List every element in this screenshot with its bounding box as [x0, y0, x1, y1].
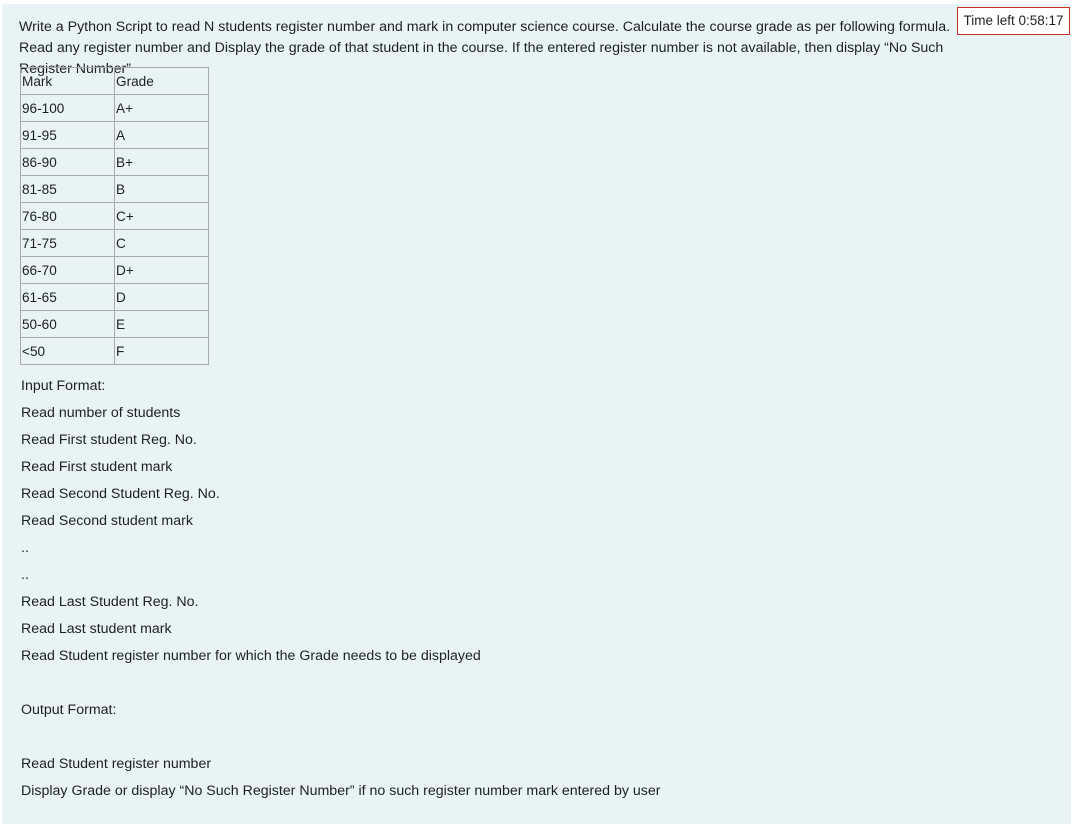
mark-cell: 50-60	[21, 311, 115, 338]
grade-cell: E	[115, 311, 209, 338]
column-header-mark: Mark	[21, 68, 115, 95]
input-line: Read Last student mark	[21, 621, 172, 637]
mark-cell: 86-90	[21, 149, 115, 176]
output-format-heading: Output Format:	[21, 702, 117, 718]
grade-cell: A	[115, 122, 209, 149]
table-row	[21, 311, 209, 338]
input-line: Read First student mark	[21, 459, 173, 475]
mark-cell: 66-70	[21, 257, 115, 284]
grade-cell: B	[115, 176, 209, 203]
table-row	[21, 203, 209, 230]
ellipsis-line: ..	[21, 567, 29, 583]
table-row	[21, 122, 209, 149]
table-row	[21, 149, 209, 176]
output-line: Display Grade or display “No Such Register Number” if no such register number mark entered by user	[21, 783, 661, 799]
question-intro: Write a Python Script to read N students register number and mark in computer science course. Calculate the course grade as per following formula. Read any register number and Display the grade of that student in the course. If the entered register number is not available, then display “No Such Register Number”	[19, 19, 951, 77]
grade-cell: C+	[115, 203, 209, 230]
input-line: Read Second Student Reg. No.	[21, 486, 220, 502]
input-format-heading: Input Format:	[21, 378, 106, 394]
table-row	[21, 338, 209, 365]
mark-cell: 71-75	[21, 230, 115, 257]
grade-cell: D+	[115, 257, 209, 284]
input-line: Read Student register number for which the Grade needs to be displayed	[21, 648, 481, 664]
table-row	[21, 257, 209, 284]
input-line: Read First student Reg. No.	[21, 432, 197, 448]
table-row	[21, 230, 209, 257]
mark-cell: 61-65	[21, 284, 115, 311]
quiz-timer: Time left 0:58:17	[957, 7, 1070, 35]
input-line: Read Second student mark	[21, 513, 193, 529]
grade-cell: C	[115, 230, 209, 257]
column-header-grade: Grade	[115, 68, 209, 95]
table-row	[21, 95, 209, 122]
grade-table	[20, 67, 209, 365]
ellipsis-line: ..	[21, 540, 29, 556]
grade-cell: F	[115, 338, 209, 365]
mark-cell: 76-80	[21, 203, 115, 230]
table-row	[21, 176, 209, 203]
mark-cell: 91-95	[21, 122, 115, 149]
mark-cell: 81-85	[21, 176, 115, 203]
mark-cell: <50	[21, 338, 115, 365]
output-line: Read Student register number	[21, 756, 212, 772]
mark-cell: 96-100	[21, 95, 115, 122]
input-line: Read number of students	[21, 405, 181, 421]
grade-cell: A+	[115, 95, 209, 122]
grade-cell: B+	[115, 149, 209, 176]
table-row	[21, 284, 209, 311]
grade-cell: D	[115, 284, 209, 311]
input-line: Read Last Student Reg. No.	[21, 594, 199, 610]
table-header-row	[21, 68, 209, 95]
